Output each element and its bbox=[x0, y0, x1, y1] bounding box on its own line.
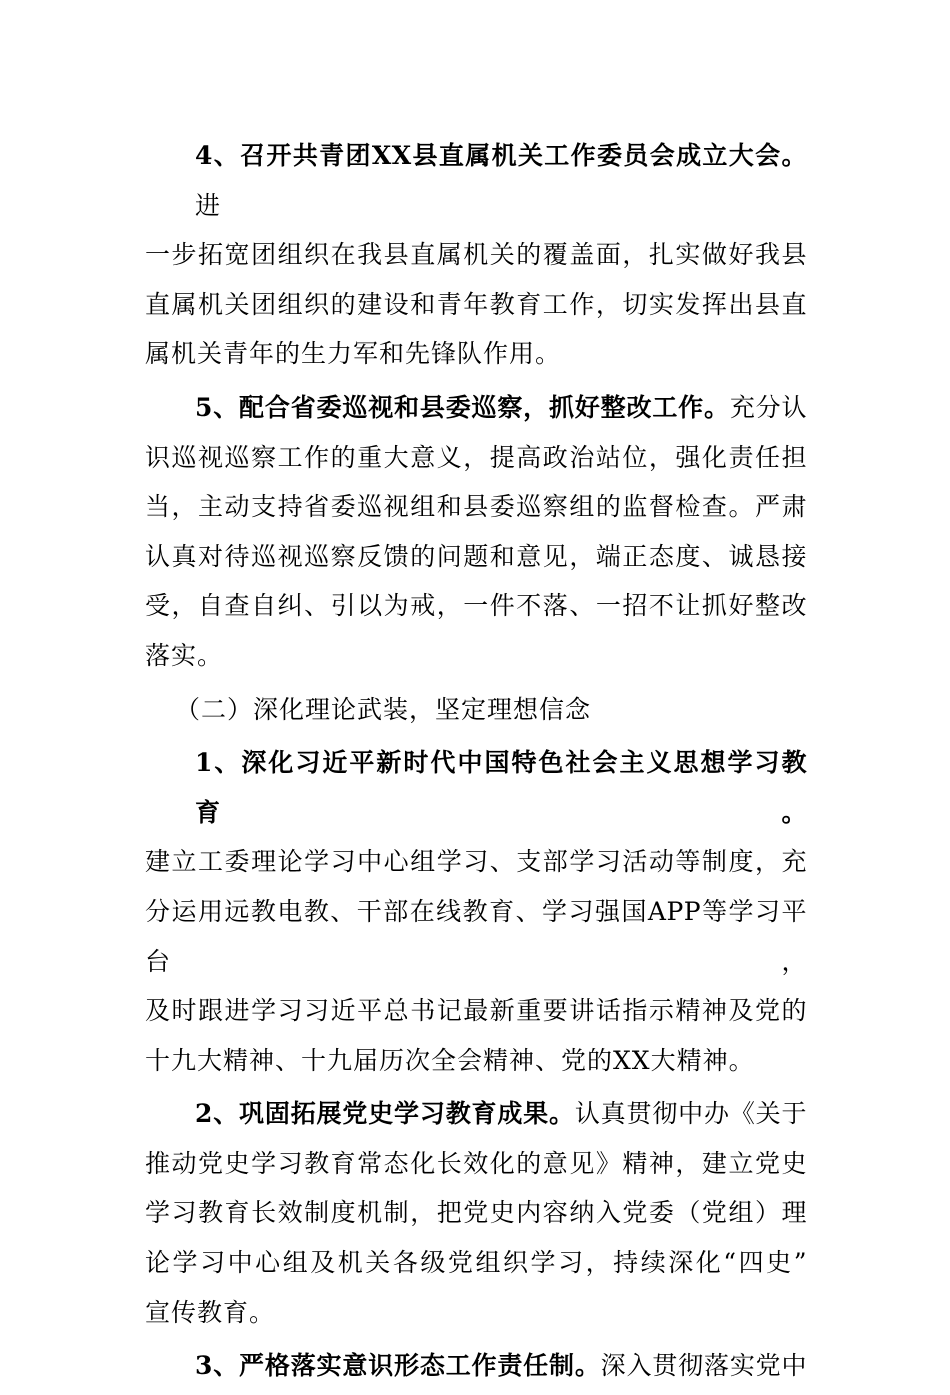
paragraph bbox=[145, 738, 807, 1085]
paragraph bbox=[145, 1341, 807, 1391]
text-line bbox=[145, 581, 807, 631]
text-line bbox=[145, 1288, 807, 1338]
body-text: 进 bbox=[195, 190, 221, 220]
body-text: 学习教育长效制度机制，把党史内容纳入党委（党组）理 bbox=[145, 1198, 807, 1228]
text-line bbox=[145, 383, 807, 433]
body-text: 论学习中心组及机关各级党组织学习，持续深化“四史” bbox=[145, 1248, 807, 1278]
body-text: 深入贯彻落实党中 bbox=[600, 1351, 807, 1381]
text-line bbox=[145, 482, 807, 532]
paragraph bbox=[145, 131, 807, 379]
text-line bbox=[145, 1238, 807, 1288]
body-text: 宣传教育。 bbox=[145, 1297, 276, 1327]
body-text: 建立工委理论学习中心组学习、支部学习活动等制度，充 bbox=[145, 847, 807, 877]
body-text: 一步拓宽团组织在我县直属机关的覆盖面，扎实做好我县 bbox=[145, 240, 807, 270]
text-line bbox=[145, 837, 807, 887]
body-text: 直属机关团组织的建设和青年教育工作，切实发挥出县直 bbox=[145, 289, 807, 319]
text-line bbox=[145, 433, 807, 483]
section-heading bbox=[145, 685, 807, 735]
item-heading: 3、严格落实意识形态工作责任制。 bbox=[195, 1351, 601, 1381]
item-heading: 2、巩固拓展党史学习教育成果。 bbox=[195, 1099, 575, 1129]
body-text: 推动党史学习教育常态化长效化的意见》精神，建立党史 bbox=[145, 1148, 807, 1178]
body-text: （二）深化理论武装，坚定理想信念 bbox=[175, 694, 592, 724]
text-line bbox=[145, 738, 807, 837]
text-line bbox=[145, 230, 807, 280]
text-line bbox=[145, 887, 807, 986]
text-line bbox=[145, 631, 807, 681]
text-line bbox=[145, 280, 807, 330]
body-text: 充分认 bbox=[729, 392, 807, 422]
body-text: 分运用远教电教、干部在线教育、学习强国APP等学习平台， bbox=[145, 896, 807, 976]
body-text: 认真对待巡视巡察反馈的问题和意见，端正态度、诚恳接 bbox=[145, 541, 807, 571]
paragraph bbox=[145, 383, 807, 681]
text-line bbox=[145, 329, 807, 379]
text-line bbox=[145, 131, 807, 230]
item-heading: 4、召开共青团XX县直属机关工作委员会成立大会。 bbox=[195, 141, 807, 170]
text-line bbox=[145, 1036, 807, 1086]
body-text: 当，主动支持省委巡视组和县委巡察组的监督检查。严肃 bbox=[145, 492, 807, 522]
body-text: 十九大精神、十九届历次全会精神、党的XX大精神。 bbox=[145, 1045, 755, 1075]
body-text: 受，自查自纠、引以为戒，一件不落、一招不让抓好整改 bbox=[145, 591, 807, 621]
body-text: 及时跟进学习习近平总书记最新重要讲话指示精神及党的 bbox=[145, 996, 807, 1026]
text-line bbox=[145, 986, 807, 1036]
document-body bbox=[145, 131, 807, 1395]
body-text: 认真贯彻中办《关于 bbox=[574, 1099, 807, 1129]
item-heading: 1、深化习近平新时代中国特色社会主义思想学习教育。 bbox=[195, 748, 807, 827]
text-line bbox=[145, 1188, 807, 1238]
body-text: 识巡视巡察工作的重大意义，提高政治站位，强化责任担 bbox=[145, 442, 807, 472]
text-line bbox=[145, 1139, 807, 1189]
text-line bbox=[145, 532, 807, 582]
text-line bbox=[145, 1341, 807, 1391]
paragraph bbox=[145, 1089, 807, 1337]
text-line bbox=[145, 685, 807, 735]
paragraph-spacer bbox=[145, 1391, 807, 1395]
text-line bbox=[145, 1089, 807, 1139]
body-text: 落实。 bbox=[145, 640, 224, 670]
item-heading: 5、配合省委巡视和县委巡察，抓好整改工作。 bbox=[195, 392, 730, 422]
body-text: 属机关青年的生力军和先锋队作用。 bbox=[145, 339, 562, 369]
